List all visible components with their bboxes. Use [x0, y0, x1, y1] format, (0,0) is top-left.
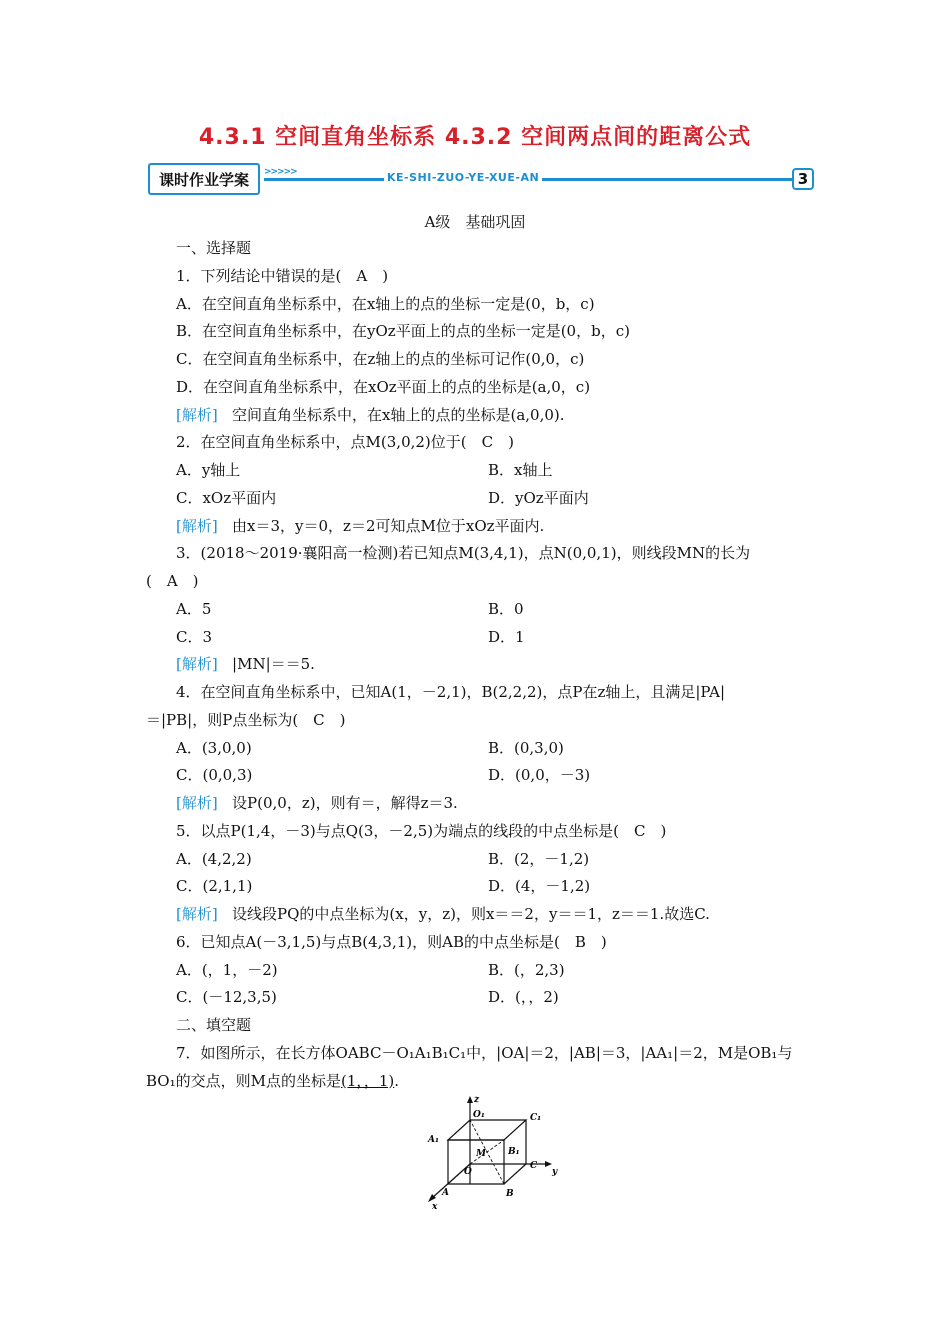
- q5-option-d: D．(4，－1,2): [488, 877, 591, 895]
- analysis-text: 设P(0,0，z)，则有＝，解得z＝3.: [232, 794, 458, 812]
- label-c: C: [530, 1161, 538, 1171]
- q1-option-d: D．在空间直角坐标系中，在xOz平面上的点的坐标是(a,0，c): [176, 378, 591, 396]
- q3-option-a: A．5: [176, 600, 212, 618]
- label-c1: C₁: [530, 1113, 542, 1123]
- analysis-text: 由x＝3，y＝0，z＝2可知点M位于xOz平面内.: [232, 517, 545, 535]
- front-face: [448, 1140, 504, 1184]
- label-o1: O₁: [473, 1110, 485, 1120]
- banner-arrows: >>>>>: [264, 167, 297, 177]
- q3-option-b: B．0: [488, 600, 524, 618]
- q2-option-c: C．xOz平面内: [176, 489, 277, 507]
- q7-answer: (1，，1): [340, 1072, 395, 1090]
- section-banner: [148, 160, 814, 200]
- q7-stem-text: BO₁的交点，则M点的坐标是: [146, 1072, 341, 1090]
- q4-stem: 4．在空间直角坐标系中，已知A(1，－2,1)，B(2,2,2)，点P在z轴上，且满足|PA|: [176, 683, 726, 701]
- label-x: x: [432, 1202, 438, 1212]
- page-title: 4.3.1 空间直角坐标系 4.3.2 空间两点间的距离公式: [198, 125, 752, 150]
- label-m: M: [476, 1149, 486, 1159]
- q2-option-a: A．y轴上: [176, 461, 241, 479]
- q1-option-a: A．在空间直角坐标系中，在x轴上的点的坐标一定是(0，b，c): [176, 295, 595, 313]
- q4-option-a: A．(3,0,0): [176, 739, 252, 757]
- q2-option-b: B．x轴上: [488, 461, 553, 479]
- q4-option-d: D．(0,0，－3): [488, 766, 591, 784]
- label-a1: A₁: [428, 1135, 439, 1145]
- q3-stem-cont: ( A ): [146, 572, 199, 590]
- q3-option-d: D．1: [488, 628, 525, 646]
- q7-stem-cont: [146, 1071, 399, 1091]
- q5-analysis: [176, 904, 710, 924]
- section-heading-2: 二、填空题: [176, 1016, 252, 1034]
- q4-analysis: [176, 793, 458, 813]
- analysis-label: [解析]: [176, 517, 218, 535]
- q4-option-b: B．(0,3,0): [488, 739, 564, 757]
- label-o: O: [464, 1167, 472, 1177]
- q3-stem: 3．(2018～2019·襄阳高一检测)若已知点M(3,4,1)，点N(0,0,1)，则线段MN的长为: [176, 544, 751, 562]
- analysis-text: |MN|＝＝5.: [232, 655, 315, 673]
- analysis-label: [解析]: [176, 406, 218, 424]
- q6-option-c: C．(－12,3,5): [176, 988, 277, 1006]
- banner-number: 3: [792, 168, 814, 190]
- label-b1: B₁: [508, 1147, 520, 1157]
- q5-option-a: A．(4,2,2): [176, 850, 252, 868]
- q6-option-b: B．(，2,3): [488, 961, 565, 979]
- y-arrow-icon: [545, 1161, 552, 1167]
- q2-analysis: [176, 516, 544, 536]
- banner-label: 课时作业学案: [148, 163, 260, 195]
- q5-stem: 5．以点P(1,4，－3)与点Q(3，－2,5)为端点的线段的中点坐标是( C ): [176, 822, 667, 840]
- q1-analysis: [176, 405, 565, 425]
- level-heading: A级 基础巩固: [424, 213, 526, 231]
- label-b: B: [506, 1189, 514, 1199]
- q3-analysis: [176, 654, 315, 674]
- q4-stem-cont: ＝|PB|，则P点坐标为( C ): [146, 711, 346, 729]
- q1-stem: 1．下列结论中错误的是( A ): [176, 267, 389, 285]
- q7-stem: 7．如图所示，在长方体OABC－O₁A₁B₁C₁中，|OA|＝2，|AB|＝3，|AA₁|＝2，M是OB₁与: [176, 1044, 793, 1062]
- label-a: A: [442, 1188, 449, 1198]
- analysis-text: 空间直角坐标系中，在x轴上的点的坐标是(a,0,0).: [232, 406, 565, 424]
- q5-option-c: C．(2,1,1): [176, 877, 253, 895]
- q2-stem: 2．在空间直角坐标系中，点M(3,0,2)位于( C ): [176, 433, 514, 451]
- q2-option-d: D．yOz平面内: [488, 489, 589, 507]
- q3-option-c: C．3: [176, 628, 213, 646]
- q1-option-c: C．在空间直角坐标系中，在z轴上的点的坐标可记作(0,0，c): [176, 350, 585, 368]
- edge-b-c: [504, 1164, 526, 1184]
- top-face: [448, 1120, 526, 1140]
- section-heading-1: 一、选择题: [176, 239, 252, 257]
- banner-pinyin: KE-SHI-ZUO-YE-XUE-AN: [384, 171, 542, 184]
- analysis-label: [解析]: [176, 794, 218, 812]
- q6-option-d: D．(，，2): [488, 988, 559, 1006]
- q4-option-c: C．(0,0,3): [176, 766, 253, 784]
- cuboid-figure: [420, 1094, 570, 1212]
- analysis-text: 设线段PQ的中点坐标为(x，y，z)，则x＝＝2，y＝＝1，z＝＝1.故选C.: [232, 905, 710, 923]
- q6-stem: 6．已知点A(－3,1,5)与点B(4,3,1)，则AB的中点坐标是( B ): [176, 933, 607, 951]
- label-y: y: [552, 1167, 558, 1177]
- q7-stem-end: .: [394, 1072, 400, 1090]
- q1-option-b: B．在空间直角坐标系中，在yOz平面上的点的坐标一定是(0，b，c): [176, 322, 630, 340]
- label-z: z: [474, 1095, 480, 1105]
- z-arrow-icon: [467, 1096, 473, 1103]
- q5-option-b: B．(2，－1,2): [488, 850, 590, 868]
- q6-option-a: A．(，1，－2): [176, 961, 278, 979]
- analysis-label: [解析]: [176, 655, 218, 673]
- analysis-label: [解析]: [176, 905, 218, 923]
